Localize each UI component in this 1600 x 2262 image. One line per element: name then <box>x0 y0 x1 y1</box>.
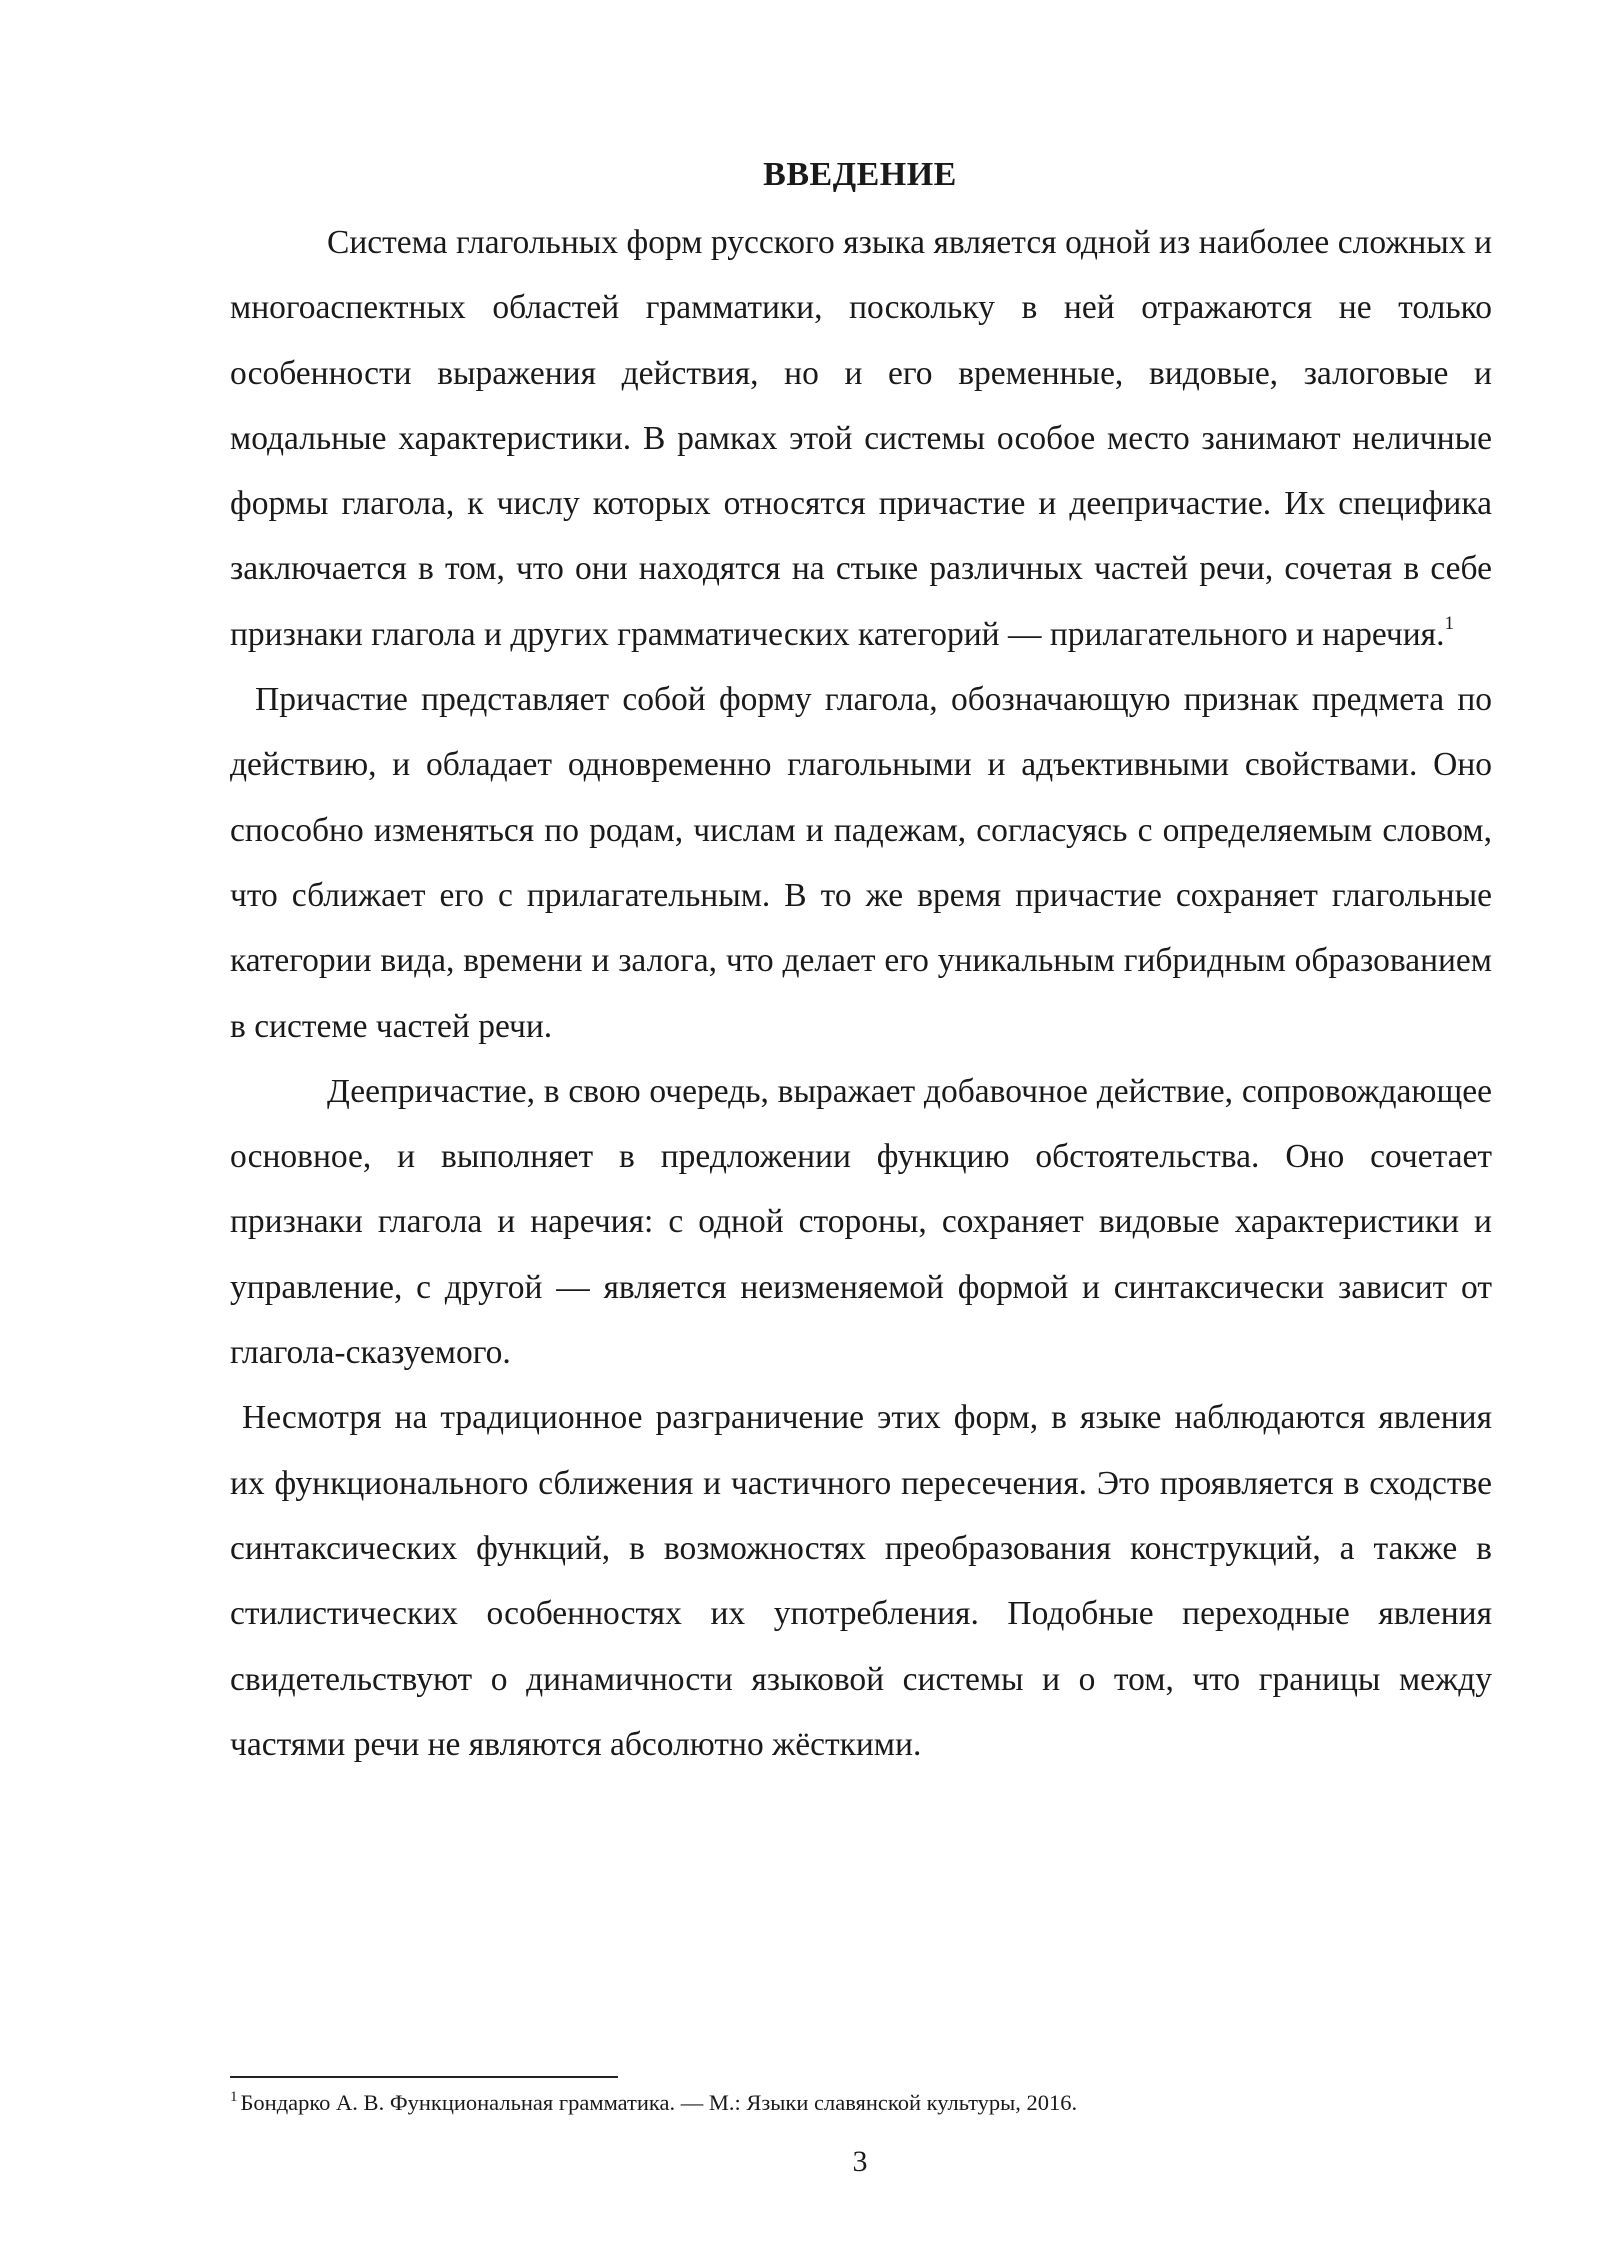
footnote <box>230 2088 1492 2118</box>
paragraph-1 <box>230 210 1492 667</box>
page-title: ВВЕДЕНИЕ <box>763 156 957 193</box>
footnote-reference[interactable]: 1 <box>1444 612 1454 634</box>
footnote-mark: 1 <box>230 2089 238 2105</box>
footnote-divider <box>230 2076 618 2078</box>
body-text <box>230 210 1492 1777</box>
page-number: 3 <box>852 2145 868 2178</box>
paragraph-4: Несмотря на традиционное разграничение этих форм, в языке наблюдаются явления их функционального сближения и частичного пересечения. Это проявляется в сходстве синтаксических функций, в возможностях преобразования конструкций, а также в стилистических особенностях их употребления. Подобные переходные явления свидетельствуют о динамичности языковой системы и о том, что границы между частями речи не являются абсолютно жёсткими. <box>230 1399 1492 1763</box>
footnote-text: Бондарко А. В. Функциональная грамматика. — М.: Языки славянской культуры, 2016. <box>240 2090 1078 2115</box>
paragraph-2: Причастие представляет собой форму глагола, обозначающую признак предмета по действию, и обладает одновременно глагольными и адъективными свойствами. Оно способно изменяться по родам, числам и падежам, согласуясь с определяемым словом, что сближает его с прилагательным. В то же время причастие сохраняет глагольные категории вида, времени и залога, что делает его уникальным гибридным образованием в системе частей речи. <box>230 681 1492 1045</box>
paragraph-3: Деепричастие, в свою очередь, выражает добавочное действие, сопровождающее основное, и выполняет в предложении функцию обстоятельства. Оно сочетает признаки глагола и наречия: с одной стороны, сохраняет видовые характеристики и управление, с другой — является неизменяемой формой и синтаксически зависит от глагола-сказуемого. <box>230 1072 1492 1372</box>
paragraph-1-text: Система глагольных форм русского языка является одной из наиболее сложных и многоаспектных областей грамматики, поскольку в ней отражаются не только особенности выражения действия, но и его временные, видовые, залоговые и модальные характеристики. В рамках этой системы особое место занимают неличные формы глагола, к числу которых относятся причастие и деепричастие. Их специфика заключается в том, что они находятся на стыке различных частей речи, сочетая в себе признаки глагола и других грамматических категорий — прилагательного и наречия. <box>230 224 1492 653</box>
